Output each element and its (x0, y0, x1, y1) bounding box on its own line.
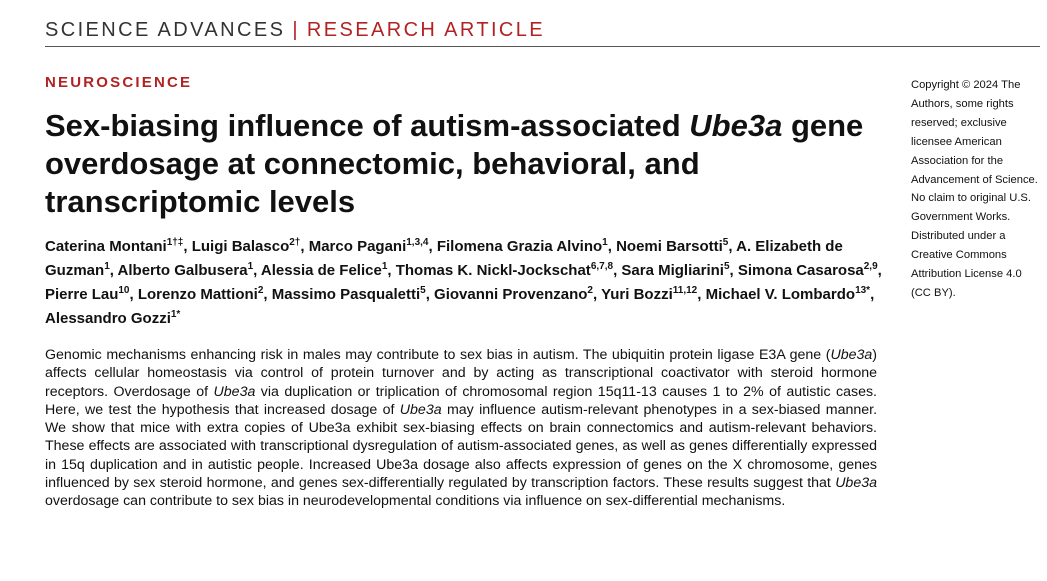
author: Luigi Balasco$^{2\dagger}$, (191, 237, 309, 255)
author-name: Alessia de Felice (260, 262, 382, 279)
header-separator: | (292, 19, 300, 41)
author-affiliation: 5 (723, 261, 730, 272)
author-name: Caterina Montani (45, 238, 167, 255)
author: Giovanni Provenzano$^2$, (434, 285, 602, 303)
author: Thomas K. Nickl-Jockschat$^{6,7,8}$, (395, 261, 622, 279)
author: Sara Migliarini$^5$, (621, 261, 738, 279)
author: Massimo Pasqualetti$^5$, (271, 285, 435, 303)
author-name: Filomena Grazia Alvino (436, 238, 603, 255)
author-name: Thomas K. Nickl-Jockschat (395, 262, 591, 279)
header-rule (45, 46, 1040, 47)
author-affiliation: 1†‡ (166, 237, 184, 248)
author-name: Giovanni Provenzano (434, 286, 588, 303)
abstract-gene-name: Ube3a (830, 347, 873, 363)
author: Caterina Montani$^{1\dagger\ddagger}$, (45, 237, 192, 255)
author-affiliation: 13* (855, 285, 871, 296)
copyright-notice: Copyright © 2024 The Authors, some rights reserved; exclusive licensee American Association for the Advancement of Science. No claim to original U.S. Government Works. Distributed under a Creative Commons Attribution License 4.0 (CC BY). (911, 79, 1038, 299)
author-name: Alessandro Gozzi (45, 310, 171, 327)
author-list (45, 235, 895, 331)
author-name: Noemi Barsotti (616, 238, 723, 255)
author-name: Luigi Balasco (191, 238, 290, 255)
author: Lorenzo Mattioni$^2$, (137, 285, 272, 303)
author-affiliation: 1,3,4 (406, 237, 429, 248)
author: Michael V. Lombardo$^{13*}$, (705, 285, 875, 303)
author: Alberto Galbusera$^1$, (117, 261, 261, 279)
abstract-text: may influence autism-relevant phenotypes in a sex-biased manner. We show that mice with extra copies of Ube3a exhibit sex-biasing effects on brain connectomics and autism-relevant behaviors. These effects are associated with transcriptional dysregulation of autism-associated genes, as well as genes differentially expressed in 15q duplication and in autistic people. Increased Ube3a dosage also affects expression of genes on the X chromosome, genes influenced by sex steroid hormone, and genes sex-differentially regulated by transcription factors. These results suggest that (45, 401, 878, 492)
author-name: Marco Pagani (308, 238, 407, 255)
title-gene-name: Ube3a (689, 108, 783, 143)
journal-name: SCIENCE ADVANCES (45, 19, 286, 41)
abstract-gene-name: Ube3a (835, 475, 877, 492)
section-label: NEUROSCIENCE (45, 74, 193, 91)
author-name: Simona Casarosa (737, 262, 864, 279)
abstract (45, 346, 877, 511)
author-affiliation: 2 (587, 285, 593, 296)
article-type: RESEARCH ARTICLE (306, 19, 546, 41)
author-name: Yuri Bozzi (601, 286, 673, 303)
author: Marco Pagani$^{1,3,4}$, (308, 237, 437, 255)
author-affiliation: 2 (257, 285, 264, 296)
author (45, 310, 180, 327)
abstract-text: via duplication or triplication of chromosomal region 15q11-13 causes 1 to 2% of autistic cases. Here, we test the hypothesis that increased dosage of (45, 383, 877, 418)
author: A. Elizabeth de Guzman$^1$, (45, 238, 843, 279)
title-text: gene overdosage at connectomic, behavioral, and transcriptomic levels (45, 108, 864, 219)
title-text: Sex-biasing influence of autism-associated (45, 108, 690, 143)
author-affiliation: 2† (289, 237, 301, 248)
abstract-text: ) affects cellular homeostasis via control of protein turnover and by acting as transcriptional coactivator with steroid hormone receptors. Overdosage of (45, 347, 877, 400)
author-name: Pierre Lau (45, 286, 119, 303)
author: Simona Casarosa$^{2,9}$, (737, 261, 882, 279)
author-affiliation: 6,7,8 (590, 261, 614, 272)
author-affiliation: 5 (722, 237, 729, 248)
author-affiliation: 11,12 (672, 285, 698, 296)
journal-header (45, 16, 545, 44)
article-title (45, 107, 895, 221)
author: Alessia de Felice$^1$, (260, 261, 396, 279)
author-affiliation: 1 (104, 261, 110, 272)
author-affiliation: 1 (381, 261, 388, 272)
abstract-text: Genomic mechanisms enhancing risk in males may contribute to sex bias in autism. The ubiquitin protein ligase E3A gene ( (45, 347, 831, 363)
author-affiliation: 5 (420, 285, 426, 296)
author: Pierre Lau$^{10}$, (45, 285, 138, 303)
abstract-text: overdosage can contribute to sex bias in neurodevelopmental conditions via influence on sex-differential mechanisms. (45, 493, 786, 510)
author-affiliation: 1 (602, 237, 608, 248)
author-name: Lorenzo Mattioni (137, 286, 258, 303)
author-name: A. Elizabeth de Guzman (45, 238, 843, 279)
author: Filomena Grazia Alvino$^1$, (436, 237, 617, 255)
author-name: Michael V. Lombardo (705, 286, 856, 303)
author-affiliation: 2,9 (863, 261, 878, 272)
author-affiliation: 10 (118, 285, 130, 296)
abstract-gene-name: Ube3a (399, 401, 442, 418)
abstract-gene-name: Ube3a (213, 383, 256, 400)
author: Yuri Bozzi$^{11,12}$, (601, 285, 706, 303)
author-name: Sara Migliarini (621, 262, 724, 279)
author-affiliation: 1 (247, 261, 254, 272)
author-name: Massimo Pasqualetti (271, 286, 421, 303)
author-name: Alberto Galbusera (117, 262, 248, 279)
author-affiliation: 1* (170, 309, 181, 320)
author: Noemi Barsotti$^5$, (616, 237, 737, 255)
